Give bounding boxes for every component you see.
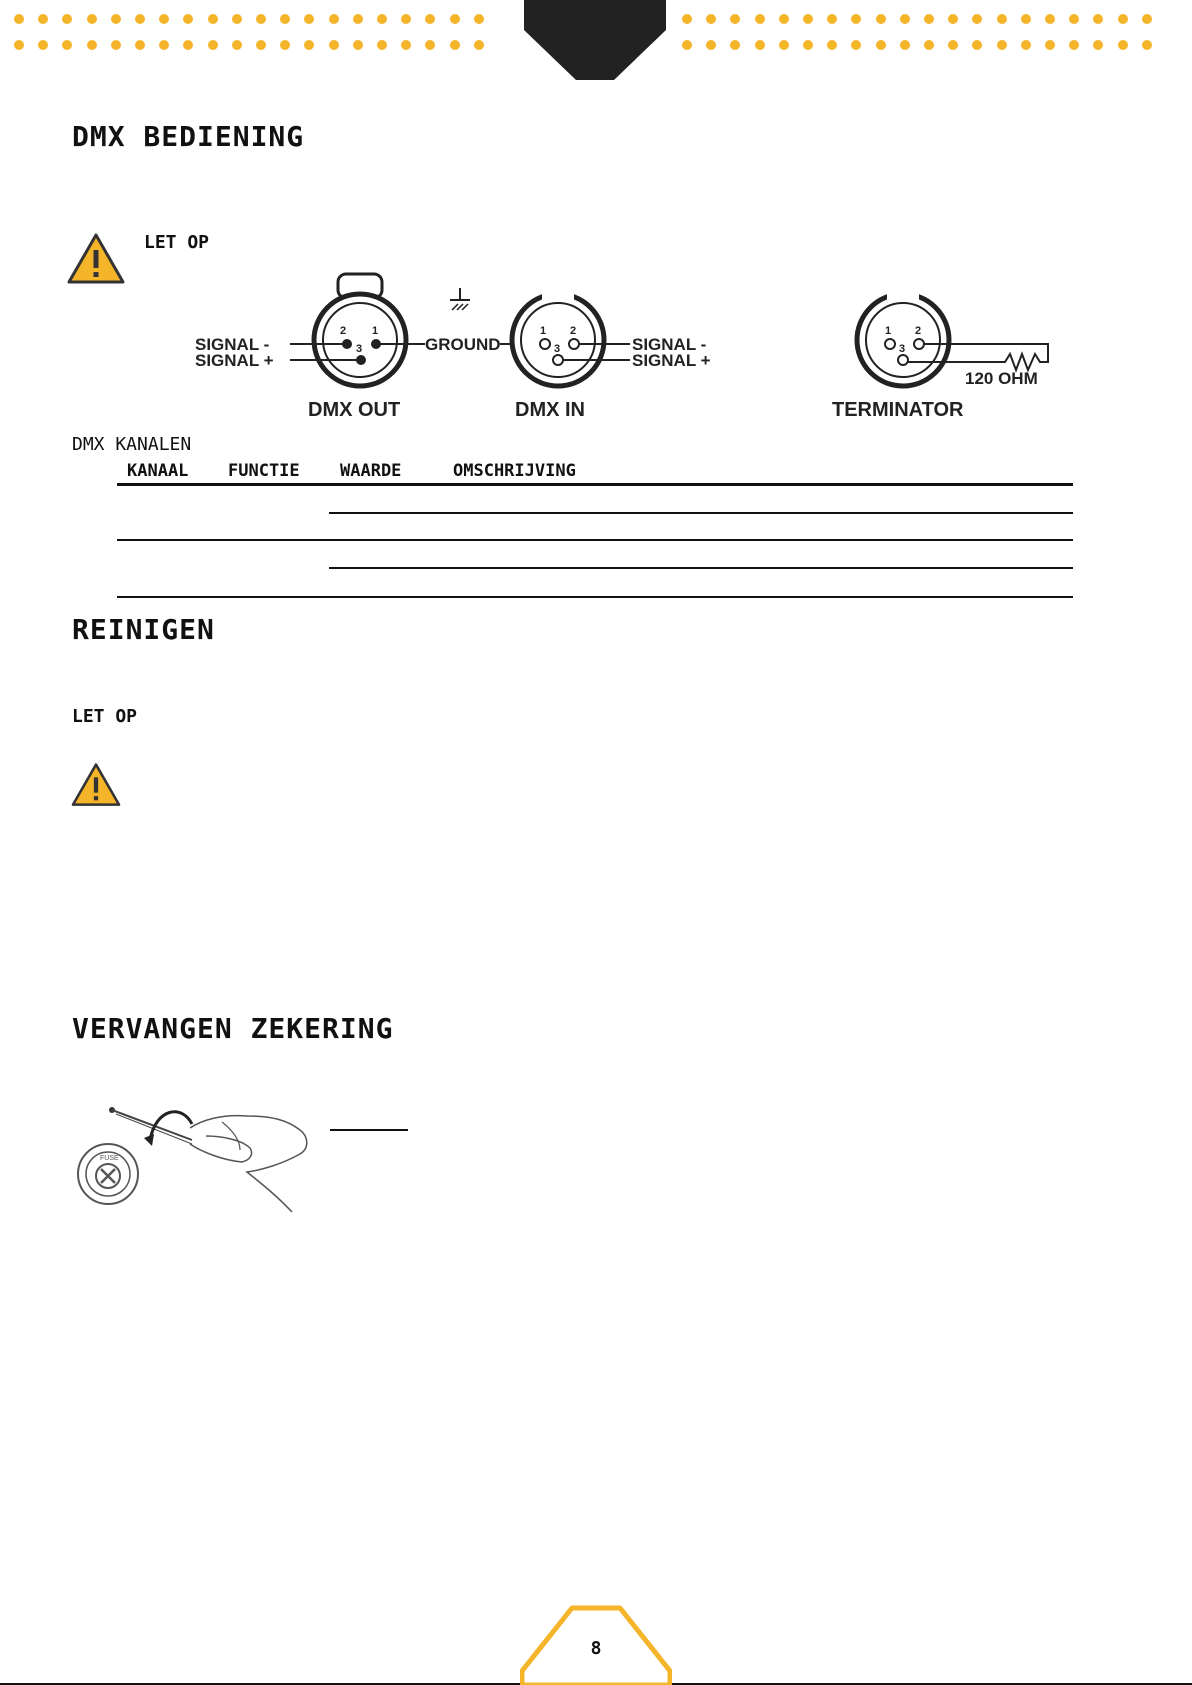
header-tab bbox=[520, 0, 670, 82]
header-dot bbox=[329, 14, 339, 24]
fuse-text-rule bbox=[330, 1129, 408, 1131]
warning-label-cleaning: LET OP bbox=[72, 706, 138, 727]
header-dot bbox=[111, 14, 121, 24]
header-dot bbox=[377, 40, 387, 50]
header-dot bbox=[353, 14, 363, 24]
header-dot bbox=[474, 40, 484, 50]
header-dot bbox=[256, 40, 266, 50]
header-dot bbox=[450, 14, 460, 24]
header-dot bbox=[755, 40, 765, 50]
header-dot bbox=[803, 14, 813, 24]
header-dot bbox=[779, 40, 789, 50]
terminator-label: TERMINATOR bbox=[832, 399, 964, 421]
header-dot bbox=[730, 40, 740, 50]
svg-text:2: 2 bbox=[915, 325, 922, 337]
header-dot bbox=[827, 14, 837, 24]
svg-text:1: 1 bbox=[885, 325, 892, 337]
warning-icon bbox=[66, 232, 126, 286]
header-dot bbox=[232, 14, 242, 24]
header-dot bbox=[924, 40, 934, 50]
svg-text:1: 1 bbox=[540, 325, 547, 337]
header-dot bbox=[14, 14, 24, 24]
header-dot bbox=[1142, 40, 1152, 50]
ohm-label: 120 OHM bbox=[965, 369, 1038, 388]
header-dot bbox=[682, 14, 692, 24]
header-dot bbox=[183, 14, 193, 24]
header-dot bbox=[948, 40, 958, 50]
table-header-kanaal: KANAAL bbox=[127, 461, 189, 481]
table-row-rule bbox=[329, 567, 1073, 569]
terminator-connector bbox=[857, 290, 949, 386]
header-dot bbox=[401, 14, 411, 24]
header-dot bbox=[779, 14, 789, 24]
header-dot bbox=[900, 14, 910, 24]
header-dot bbox=[87, 14, 97, 24]
pin-label: 2 bbox=[340, 325, 347, 337]
header-dot bbox=[183, 40, 193, 50]
header-dot bbox=[38, 14, 48, 24]
header-dot bbox=[159, 40, 169, 50]
header-dot bbox=[353, 40, 363, 50]
header-dot bbox=[706, 40, 716, 50]
header-dot bbox=[948, 14, 958, 24]
header-dot bbox=[827, 40, 837, 50]
header-dot bbox=[14, 40, 24, 50]
svg-text:FUSE: FUSE bbox=[100, 1155, 119, 1162]
page-number: 8 bbox=[590, 1638, 602, 1659]
header-dot bbox=[425, 40, 435, 50]
ground-label: GROUND bbox=[425, 335, 501, 354]
fuse-replacement-illustration bbox=[72, 1100, 322, 1215]
header-dot bbox=[755, 14, 765, 24]
header-dot bbox=[997, 40, 1007, 50]
svg-text:2: 2 bbox=[570, 325, 577, 337]
signal-minus-label-in: SIGNAL - bbox=[632, 335, 707, 354]
header-dot bbox=[1142, 14, 1152, 24]
header-dot bbox=[425, 14, 435, 24]
header-dot bbox=[135, 14, 145, 24]
header-dot bbox=[1045, 40, 1055, 50]
header-dot bbox=[997, 14, 1007, 24]
signal-plus-label-in: SIGNAL + bbox=[632, 351, 711, 370]
header-dot bbox=[304, 40, 314, 50]
header-dot bbox=[1093, 40, 1103, 50]
table-header-omschrijving: OMSCHRIJVING bbox=[453, 461, 576, 481]
header-dot bbox=[135, 40, 145, 50]
header-dot bbox=[62, 14, 72, 24]
table-row-rule bbox=[117, 596, 1073, 598]
section-title-dmx: DMX BEDIENING bbox=[72, 120, 305, 153]
svg-text:3: 3 bbox=[356, 343, 363, 355]
header-dot bbox=[803, 40, 813, 50]
header-dot bbox=[232, 40, 242, 50]
header-dots-right bbox=[682, 14, 1182, 54]
table-row-rule bbox=[117, 539, 1073, 541]
header-dot bbox=[706, 14, 716, 24]
header-dot bbox=[377, 14, 387, 24]
dmx-out-connector bbox=[314, 274, 406, 386]
table-header-functie: FUNCTIE bbox=[228, 461, 300, 481]
header-dot bbox=[474, 14, 484, 24]
header-dot bbox=[876, 40, 886, 50]
header-dot bbox=[62, 40, 72, 50]
header-dot bbox=[1118, 14, 1128, 24]
header-dot bbox=[159, 14, 169, 24]
header-dot bbox=[304, 14, 314, 24]
header-dot bbox=[851, 14, 861, 24]
warning-icon bbox=[70, 762, 122, 808]
table-header-waarde: WAARDE bbox=[340, 461, 402, 481]
channels-title: DMX KANALEN bbox=[72, 434, 192, 455]
signal-minus-label-out: SIGNAL - bbox=[195, 335, 270, 354]
header-dot bbox=[900, 40, 910, 50]
table-header-rule bbox=[117, 483, 1073, 486]
header-dot bbox=[280, 40, 290, 50]
svg-text:1: 1 bbox=[372, 325, 379, 337]
svg-text:3: 3 bbox=[899, 343, 906, 355]
dmx-out-label: DMX OUT bbox=[308, 399, 401, 421]
header-dot bbox=[280, 14, 290, 24]
header-dot bbox=[329, 40, 339, 50]
header-dot bbox=[682, 40, 692, 50]
dmx-connection-diagram bbox=[180, 270, 1080, 430]
header-dot bbox=[1093, 14, 1103, 24]
header-dot bbox=[730, 14, 740, 24]
header-dot bbox=[1021, 14, 1031, 24]
header-dot bbox=[87, 40, 97, 50]
dmx-in-connector bbox=[512, 290, 604, 386]
header-dot bbox=[851, 40, 861, 50]
signal-plus-label-out: SIGNAL + bbox=[195, 351, 274, 370]
header-dots-left bbox=[14, 14, 514, 54]
svg-text:3: 3 bbox=[554, 343, 561, 355]
header-dot bbox=[256, 14, 266, 24]
header-dot bbox=[972, 40, 982, 50]
section-title-cleaning: REINIGEN bbox=[72, 613, 215, 646]
section-title-fuse: VERVANGEN ZEKERING bbox=[72, 1012, 394, 1045]
header-dot bbox=[1045, 14, 1055, 24]
header-dot bbox=[1069, 14, 1079, 24]
header-dot bbox=[924, 14, 934, 24]
header-dot bbox=[1069, 40, 1079, 50]
header-dot bbox=[876, 14, 886, 24]
header-dot bbox=[38, 40, 48, 50]
header-dot bbox=[208, 14, 218, 24]
table-row-rule bbox=[329, 512, 1073, 514]
header-dot bbox=[1021, 40, 1031, 50]
header-dot bbox=[111, 40, 121, 50]
header-dot bbox=[450, 40, 460, 50]
header-dot bbox=[401, 40, 411, 50]
header-dot bbox=[208, 40, 218, 50]
dmx-in-label: DMX IN bbox=[515, 399, 585, 421]
warning-label-dmx: LET OP bbox=[144, 232, 210, 253]
header-dot bbox=[1118, 40, 1128, 50]
header-dot bbox=[972, 14, 982, 24]
